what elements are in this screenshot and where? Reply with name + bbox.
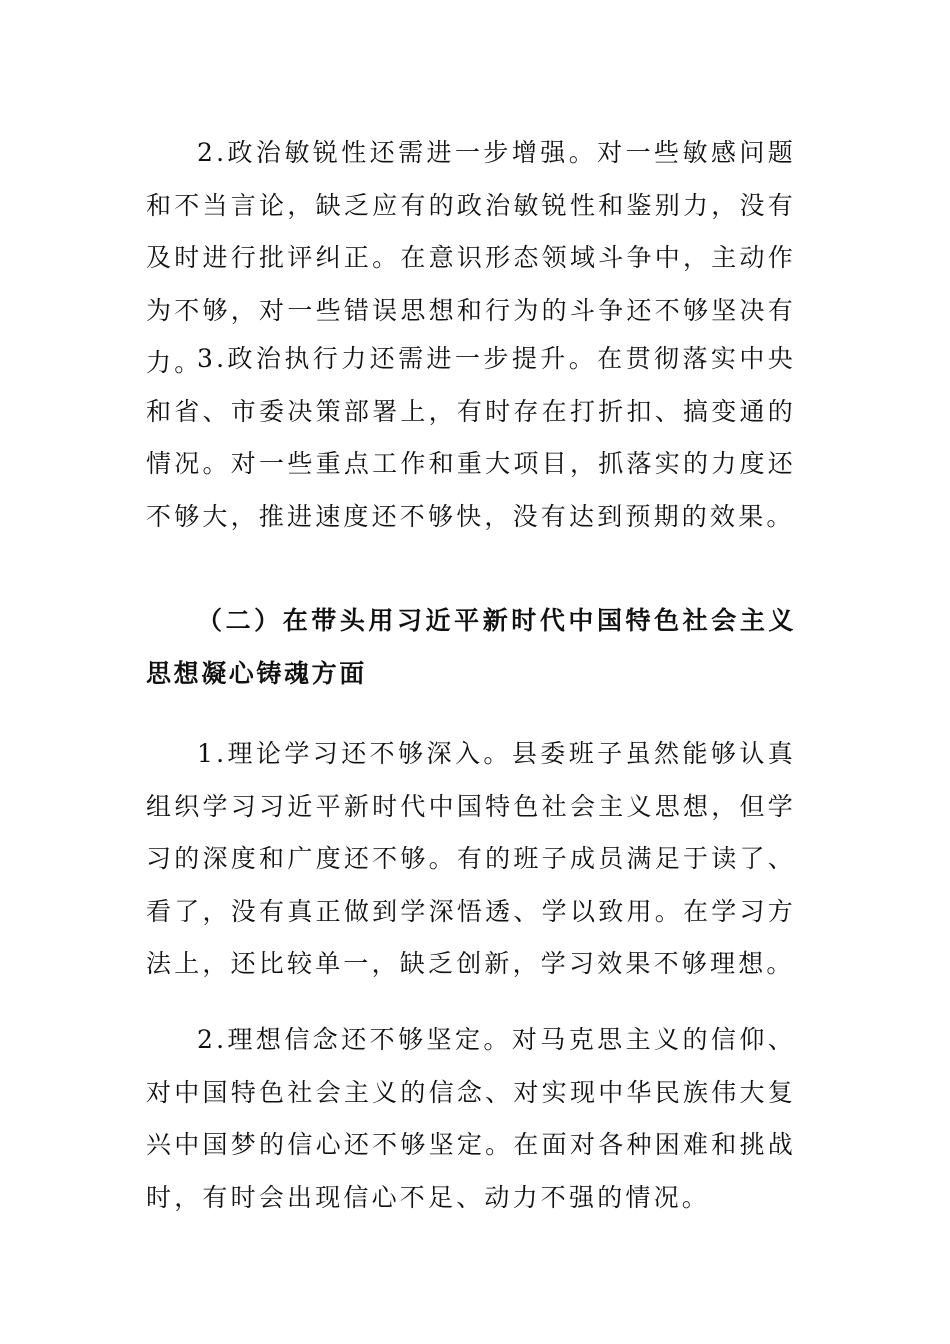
section-heading: （二）在带头用习近平新时代中国特色社会主义思想凝心铸魂方面 [146, 606, 796, 688]
paragraph-political-sensitivity: 2.政治敏锐性还需进一步增强。对一些敏感问题和不当言论，缺乏应有的政治敏锐性和鉴别力，没有及时进行批评纠正。在意识形态领域斗争中，主动作为不够，对一些错误思想和行为的斗争还不够坚决有力。 [146, 138, 796, 378]
paragraph-ideals-beliefs: 2.理想信念还不够坚定。对马克思主义的信仰、对中国特色社会主义的信念、对实现中华民族伟大复兴中国梦的信心还不够坚定。在面对各种困难和挑战时，有时会出现信心不足、动力不强的情况。 [146, 1025, 796, 1212]
paragraph-theory-study: 1.理论学习还不够深入。县委班子虽然能够认真组织学习习近平新时代中国特色社会主义思想，但学习的深度和广度还不够。有的班子成员满足于读了、看了，没有真正做到学深悟透、学以致用。在学习方法上，还比较单一，缺乏创新，学习效果不够理想。 [146, 739, 796, 979]
paragraph-political-execution: 3.政治执行力还需进一步提升。在贯彻落实中央和省、市委决策部署上，有时存在打折扣、搞变通的情况。对一些重点工作和重大项目，抓落实的力度还不够大，推进速度还不够快，没有达到预期的效果。 [146, 344, 796, 531]
